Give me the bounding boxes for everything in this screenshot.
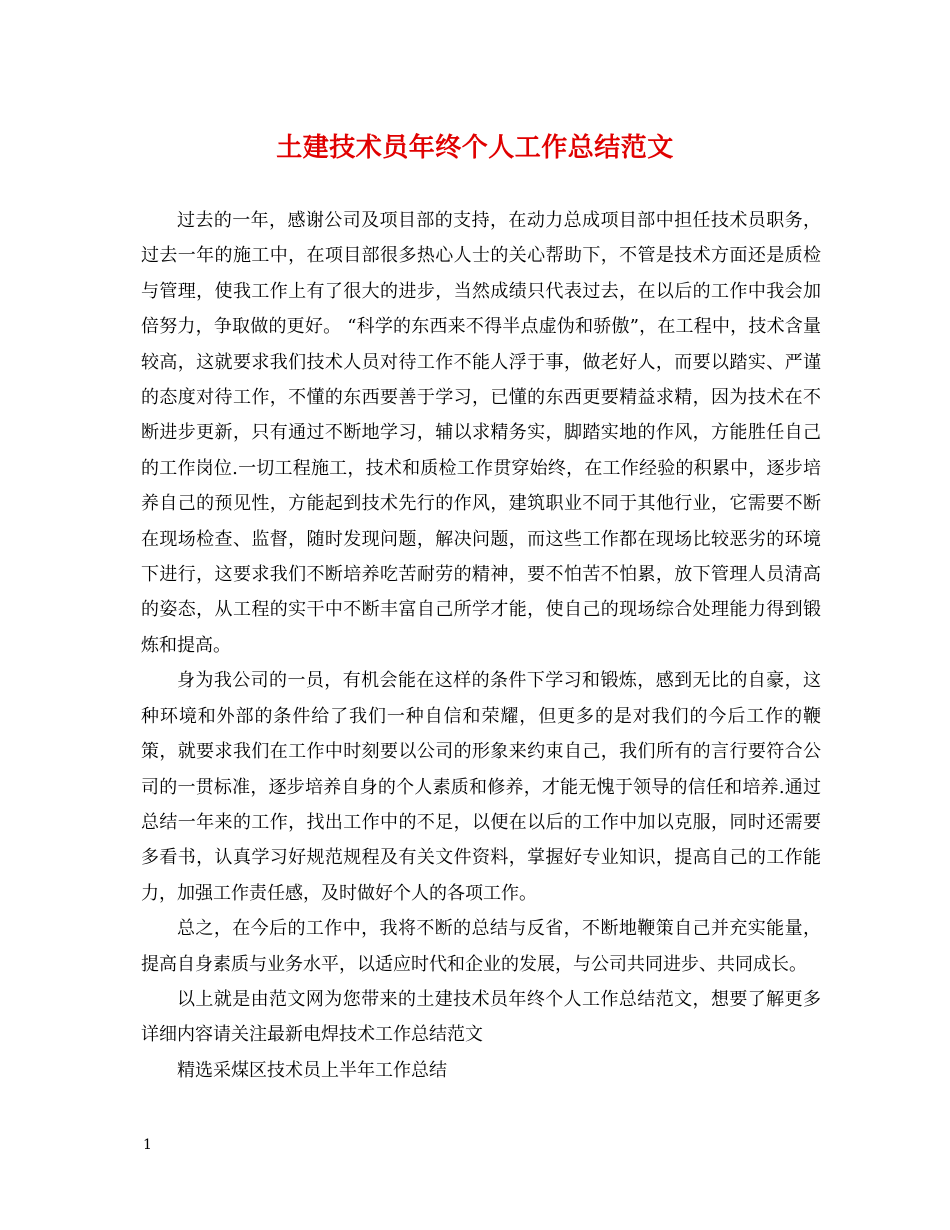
paragraph-2: 身为我公司的一员，有机会能在这样的条件下学习和锻炼，感到无比的自豪，这种环境和外部的条件给了我们一种自信和荣耀，但更多的是对我们的今后工作的鞭策，就要求我们在工作中时刻要以公司的形象来约束自己，我们所有的言行要符合公司的一贯标准，逐步培养自身的个人素质和修养，才能无愧于领导的信任和培养.通过总结一年来的工作，找出工作中的不足，以便在以后的工作中加以克服，同时还需要多看书，认真学习好规范规程及有关文件资料，掌握好专业知识，提高自己的工作能力，加强工作责任感，及时做好个人的各项工作。 (141, 670, 821, 904)
document-body (141, 203, 821, 1088)
paragraph-1: 过去的一年，感谢公司及项目部的支持，在动力总成项目部中担任技术员职务，过去一年的施工中，在项目部很多热心人士的关心帮助下，不管是技术方面还是质检与管理，使我工作上有了很大的进步，当然成绩只代表过去，在以后的工作中我会加倍努力，争取做的更好。 “科学的东西来不得半点虚伪和骄傲”，在工程中，技术含量较高，这就要求我们技术人员对待工作不能人浮于事，做老好人，而要以踏实、严谨的态度对待工作，不懂的东西要善于学习，已懂的东西更要精益求精，因为技术在不断进步更新，只有通过不断地学习，辅以求精务实，脚踏实地的作风，方能胜任自己的工作岗位.一切工程施工，技术和质检工作贯穿始终，在工作经验的积累中，逐步培养自己的预见性，方能起到技术先行的作风，建筑职业不同于其他行业，它需要不断在现场检查、监督，随时发现问题，解决问题，而这些工作都在现场比较恶劣的环境下进行，这要求我们不断培养吃苦耐劳的精神，要不怕苦不怕累，放下管理人员清高的姿态，从工程的实干中不断丰富自己所学才能，使自己的现场综合处理能力得到锻炼和提高。 (141, 210, 821, 656)
paragraph-5: 精选采煤区技术员上半年工作总结 (177, 1059, 447, 1081)
page-number: 1 (143, 1137, 152, 1153)
document-title: 土建技术员年终个人工作总结范文 (276, 133, 674, 163)
paragraph-3: 总之，在今后的工作中，我将不断的总结与反省，不断地鞭策自己并充实能量，提高自身素质与业务水平，以适应时代和企业的发展，与公司共同进步、共同成长。 (141, 918, 821, 975)
paragraph-4: 以上就是由范文网为您带来的土建技术员年终个人工作总结范文，想要了解更多详细内容请关注最新电焊技术工作总结范文 (141, 988, 821, 1046)
